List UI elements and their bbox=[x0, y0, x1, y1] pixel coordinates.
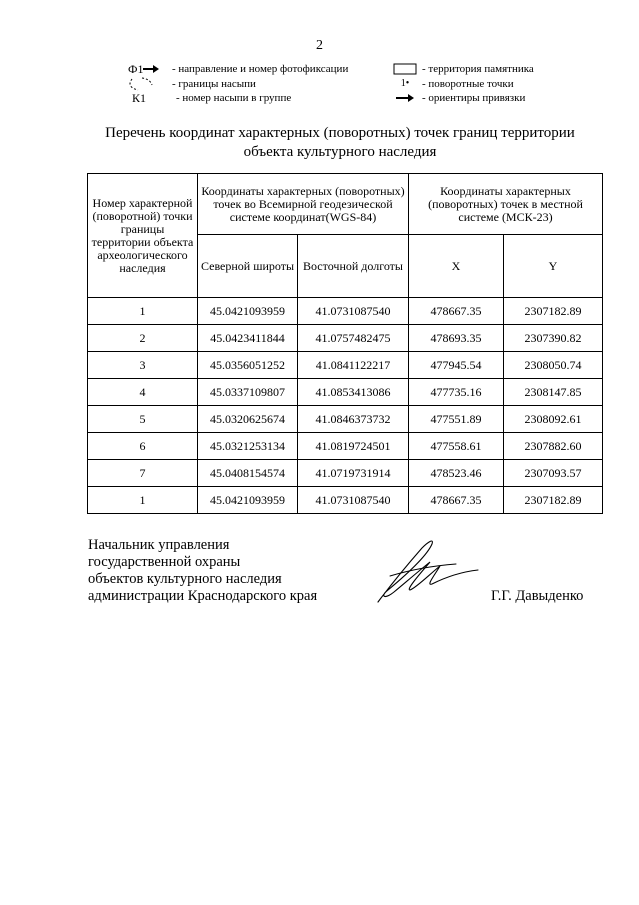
cell-x: 478693.35 bbox=[409, 325, 504, 352]
legend-text: - ориентиры привязки bbox=[422, 92, 526, 105]
table-row bbox=[88, 487, 603, 514]
cell-point: 7 bbox=[88, 460, 198, 487]
cell-x: 478667.35 bbox=[409, 487, 504, 514]
cell-latitude: 45.0421093959 bbox=[198, 487, 298, 514]
table-header-row bbox=[88, 174, 603, 235]
cell-point: 3 bbox=[88, 352, 198, 379]
header-wgs84: Координаты характерных (поворотных) точек во Всемирной геодезической системе координат(WGS-84) bbox=[198, 174, 409, 235]
header-north-latitude: Северной широты bbox=[198, 235, 298, 298]
cell-longitude: 41.0757482475 bbox=[298, 325, 409, 352]
position-line-1: Начальник управления bbox=[88, 537, 230, 553]
legend-turning-points bbox=[388, 77, 588, 92]
table-row bbox=[88, 460, 603, 487]
table-row bbox=[88, 433, 603, 460]
cell-longitude: 41.0853413086 bbox=[298, 379, 409, 406]
cell-latitude: 45.0356051252 bbox=[198, 352, 298, 379]
arrow-right-icon bbox=[396, 94, 414, 102]
legend-text: - территория памятника bbox=[422, 63, 534, 76]
header-y: Y bbox=[504, 235, 603, 298]
cell-y: 2308147.85 bbox=[504, 379, 603, 406]
legend-text: - номер насыпи в группе bbox=[176, 92, 292, 105]
legend-mound-number bbox=[128, 91, 388, 106]
legend-text: - направление и номер фотофиксации bbox=[172, 63, 349, 76]
page-number: 2 bbox=[316, 38, 323, 53]
header-point-number: Номер характерной (поворотной) точки границы территории объекта археологического наследия bbox=[88, 174, 198, 298]
cell-x: 478667.35 bbox=[409, 298, 504, 325]
header-east-longitude: Восточной долготы bbox=[298, 235, 409, 298]
dashed-arc-icon bbox=[128, 77, 156, 91]
cell-point: 5 bbox=[88, 406, 198, 433]
signatory-name: Г.Г. Давыденко bbox=[491, 588, 584, 604]
legend-left bbox=[128, 62, 388, 106]
mound-label: К1 bbox=[132, 91, 147, 106]
arrow-right-icon bbox=[143, 65, 159, 73]
photo-label: Ф1 bbox=[128, 62, 144, 77]
table-row bbox=[88, 406, 603, 433]
cell-x: 477735.16 bbox=[409, 379, 504, 406]
cell-longitude: 41.0731087540 bbox=[298, 298, 409, 325]
position-line-3: объектов культурного наследия bbox=[88, 571, 282, 587]
cell-latitude: 45.0423411844 bbox=[198, 325, 298, 352]
document-title bbox=[60, 124, 620, 162]
cell-point: 1 bbox=[88, 487, 198, 514]
signatory-position bbox=[88, 537, 317, 605]
title-line-2: объекта культурного наследия bbox=[243, 144, 437, 160]
cell-y: 2307093.57 bbox=[504, 460, 603, 487]
position-line-4: администрации Краснодарского края bbox=[88, 588, 318, 604]
cell-longitude: 41.0731087540 bbox=[298, 487, 409, 514]
cell-point: 6 bbox=[88, 433, 198, 460]
cell-latitude: 45.0337109807 bbox=[198, 379, 298, 406]
cell-point: 4 bbox=[88, 379, 198, 406]
rectangle-icon bbox=[393, 63, 417, 75]
cell-y: 2307182.89 bbox=[504, 298, 603, 325]
point-label: 1• bbox=[400, 77, 410, 89]
legend-monument-territory bbox=[388, 62, 588, 77]
table-row bbox=[88, 325, 603, 352]
cell-y: 2307390.82 bbox=[504, 325, 603, 352]
legend-text: - границы насыпи bbox=[172, 77, 256, 90]
table-row bbox=[88, 298, 603, 325]
cell-latitude: 45.0321253134 bbox=[198, 433, 298, 460]
legend-photo-direction bbox=[128, 62, 388, 77]
handwritten-signature bbox=[360, 536, 480, 608]
cell-x: 477551.89 bbox=[409, 406, 504, 433]
cell-latitude: 45.0408154574 bbox=[198, 460, 298, 487]
cell-longitude: 41.0719731914 bbox=[298, 460, 409, 487]
cell-y: 2308092.61 bbox=[504, 406, 603, 433]
table-row bbox=[88, 379, 603, 406]
legend-text: - поворотные точки bbox=[422, 77, 514, 90]
coordinates-table bbox=[87, 173, 603, 514]
cell-longitude: 41.0819724501 bbox=[298, 433, 409, 460]
cell-latitude: 45.0320625674 bbox=[198, 406, 298, 433]
cell-x: 478523.46 bbox=[409, 460, 504, 487]
legend-landmarks bbox=[388, 91, 588, 106]
cell-x: 477558.61 bbox=[409, 433, 504, 460]
table-row bbox=[88, 352, 603, 379]
cell-x: 477945.54 bbox=[409, 352, 504, 379]
cell-y: 2308050.74 bbox=[504, 352, 603, 379]
position-line-2: государственной охраны bbox=[88, 554, 241, 570]
title-line-1: Перечень координат характерных (поворотных) точек границ территории bbox=[105, 125, 575, 141]
legend-right bbox=[388, 62, 588, 106]
cell-longitude: 41.0846373732 bbox=[298, 406, 409, 433]
cell-y: 2307182.89 bbox=[504, 487, 603, 514]
cell-longitude: 41.0841122217 bbox=[298, 352, 409, 379]
legend-mound-borders bbox=[128, 77, 388, 92]
cell-point: 1 bbox=[88, 298, 198, 325]
cell-y: 2307882.60 bbox=[504, 433, 603, 460]
header-x: X bbox=[409, 235, 504, 298]
cell-point: 2 bbox=[88, 325, 198, 352]
header-msk23: Координаты характерных (поворотных) точек в местной системе (МСК-23) bbox=[409, 174, 603, 235]
cell-latitude: 45.0421093959 bbox=[198, 298, 298, 325]
